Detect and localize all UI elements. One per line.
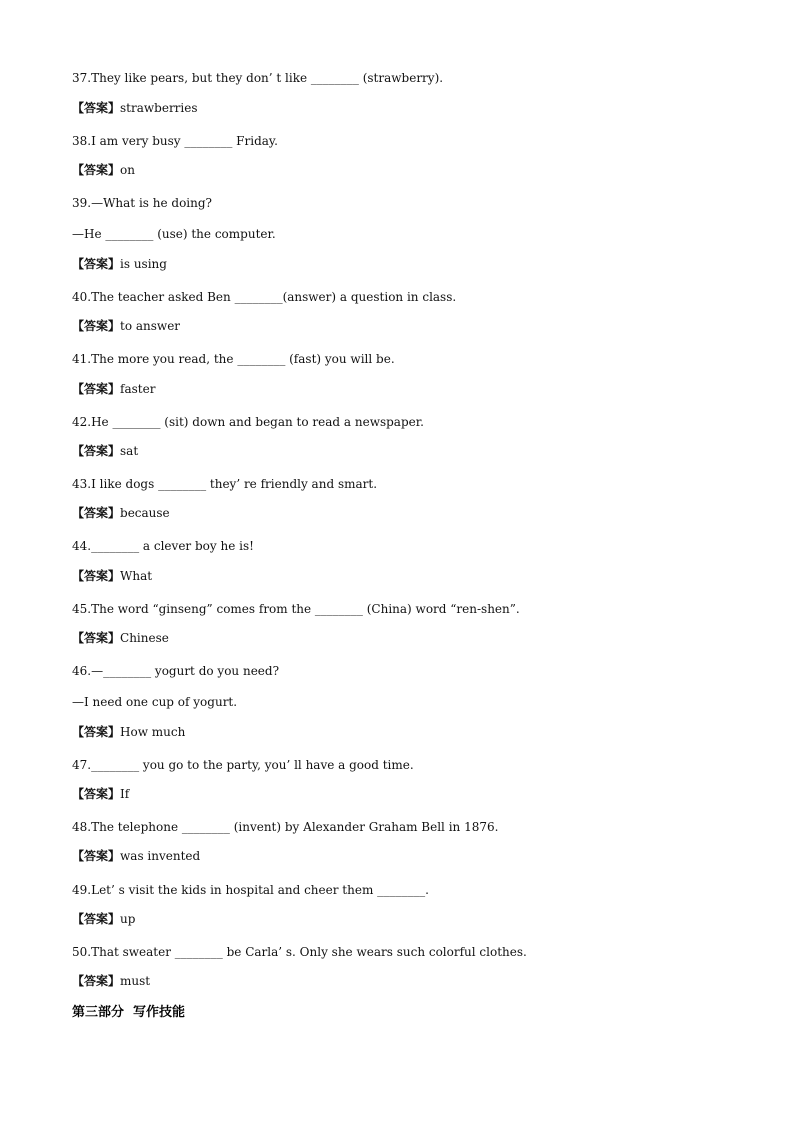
question-37 bbox=[72, 70, 443, 86]
question-42 bbox=[72, 414, 424, 430]
question-number: 39. bbox=[72, 196, 92, 210]
answer-label: 【答案】 bbox=[72, 849, 121, 863]
question-45 bbox=[72, 601, 520, 617]
answer-49 bbox=[72, 911, 135, 927]
question-number: 37. bbox=[72, 71, 92, 85]
answer-label: 【答案】 bbox=[72, 257, 121, 271]
answer-text: How much bbox=[120, 725, 186, 739]
question-number: 44. bbox=[72, 539, 92, 553]
answer-label: 【答案】 bbox=[72, 101, 121, 115]
question-number: 50. bbox=[72, 945, 92, 959]
answer-text: on bbox=[120, 163, 135, 177]
question-text: They like pears, but they don’ t like ________ (strawberry). bbox=[91, 71, 444, 85]
answer-text: What bbox=[120, 569, 153, 583]
question-text: I am very busy ________ Friday. bbox=[91, 134, 278, 148]
answer-text: because bbox=[120, 506, 170, 520]
question-39 bbox=[72, 195, 212, 211]
answer-label: 【答案】 bbox=[72, 725, 121, 739]
answer-label: 【答案】 bbox=[72, 912, 121, 926]
answer-label: 【答案】 bbox=[72, 163, 121, 177]
question-39-line-2 bbox=[72, 226, 276, 242]
answer-39 bbox=[72, 256, 167, 272]
question-number: 38. bbox=[72, 134, 92, 148]
question-text: ________ a clever boy he is! bbox=[91, 539, 254, 553]
question-text: —I need one cup of yogurt. bbox=[72, 695, 238, 709]
answer-46 bbox=[72, 724, 185, 740]
question-40 bbox=[72, 289, 456, 305]
question-number: 45. bbox=[72, 602, 92, 616]
answer-text: to answer bbox=[120, 319, 181, 333]
answer-label: 【答案】 bbox=[72, 631, 121, 645]
question-text: That sweater ________ be Carla’ s. Only she wears such colorful clothes. bbox=[91, 945, 527, 959]
answer-50 bbox=[72, 973, 150, 989]
answer-42 bbox=[72, 443, 138, 459]
answer-text: is using bbox=[120, 257, 167, 271]
answer-text: sat bbox=[120, 444, 139, 458]
answer-text: must bbox=[120, 974, 151, 988]
question-number: 43. bbox=[72, 477, 92, 491]
question-number: 48. bbox=[72, 820, 92, 834]
answer-label: 【答案】 bbox=[72, 787, 121, 801]
answer-label: 【答案】 bbox=[72, 506, 121, 520]
question-number: 49. bbox=[72, 883, 92, 897]
answer-text: up bbox=[120, 912, 136, 926]
question-number: 42. bbox=[72, 415, 92, 429]
question-44 bbox=[72, 538, 254, 554]
question-text: He ________ (sit) down and began to read a newspaper. bbox=[91, 415, 424, 429]
answer-43 bbox=[72, 505, 170, 521]
answer-45 bbox=[72, 630, 169, 646]
answer-text: faster bbox=[120, 382, 156, 396]
question-text: The telephone ________ (invent) by Alexander Graham Bell in 1876. bbox=[91, 820, 499, 834]
question-number: 41. bbox=[72, 352, 92, 366]
answer-text: If bbox=[120, 787, 130, 801]
answer-label: 【答案】 bbox=[72, 382, 121, 396]
question-49 bbox=[72, 882, 429, 898]
question-text: The more you read, the ________ (fast) you will be. bbox=[91, 352, 395, 366]
question-text: —He ________ (use) the computer. bbox=[72, 227, 276, 241]
question-text: ________ you go to the party, you’ ll have a good time. bbox=[91, 758, 414, 772]
question-46 bbox=[72, 663, 279, 679]
answer-48 bbox=[72, 848, 200, 864]
answer-37 bbox=[72, 100, 198, 116]
question-text: The word “ginseng” comes from the ________ (China) word “ren-shen”. bbox=[91, 602, 520, 616]
question-text: The teacher asked Ben ________(answer) a question in class. bbox=[91, 290, 457, 304]
question-text: —________ yogurt do you need? bbox=[91, 664, 280, 678]
question-43 bbox=[72, 476, 377, 492]
section-heading: 第三部分 写作技能 bbox=[72, 1005, 186, 1020]
question-number: 40. bbox=[72, 290, 92, 304]
question-48 bbox=[72, 819, 498, 835]
question-41 bbox=[72, 351, 395, 367]
answer-38 bbox=[72, 162, 135, 178]
question-number: 47. bbox=[72, 758, 92, 772]
answer-label: 【答案】 bbox=[72, 569, 121, 583]
question-text: I like dogs ________ they’ re friendly and smart. bbox=[91, 477, 378, 491]
question-text: —What is he doing? bbox=[91, 196, 212, 210]
question-38 bbox=[72, 133, 278, 149]
question-text: Let’ s visit the kids in hospital and cheer them ________. bbox=[91, 883, 429, 897]
answer-47 bbox=[72, 786, 129, 802]
answer-40 bbox=[72, 318, 180, 334]
answer-label: 【答案】 bbox=[72, 444, 121, 458]
answer-label: 【答案】 bbox=[72, 974, 121, 988]
question-46-line-2 bbox=[72, 694, 237, 710]
question-number: 46. bbox=[72, 664, 92, 678]
question-47 bbox=[72, 757, 414, 773]
answer-41 bbox=[72, 381, 155, 397]
answer-44 bbox=[72, 568, 152, 584]
answer-label: 【答案】 bbox=[72, 319, 121, 333]
answer-text: Chinese bbox=[120, 631, 169, 645]
answer-text: strawberries bbox=[120, 101, 198, 115]
answer-text: was invented bbox=[120, 849, 201, 863]
question-50 bbox=[72, 944, 527, 960]
